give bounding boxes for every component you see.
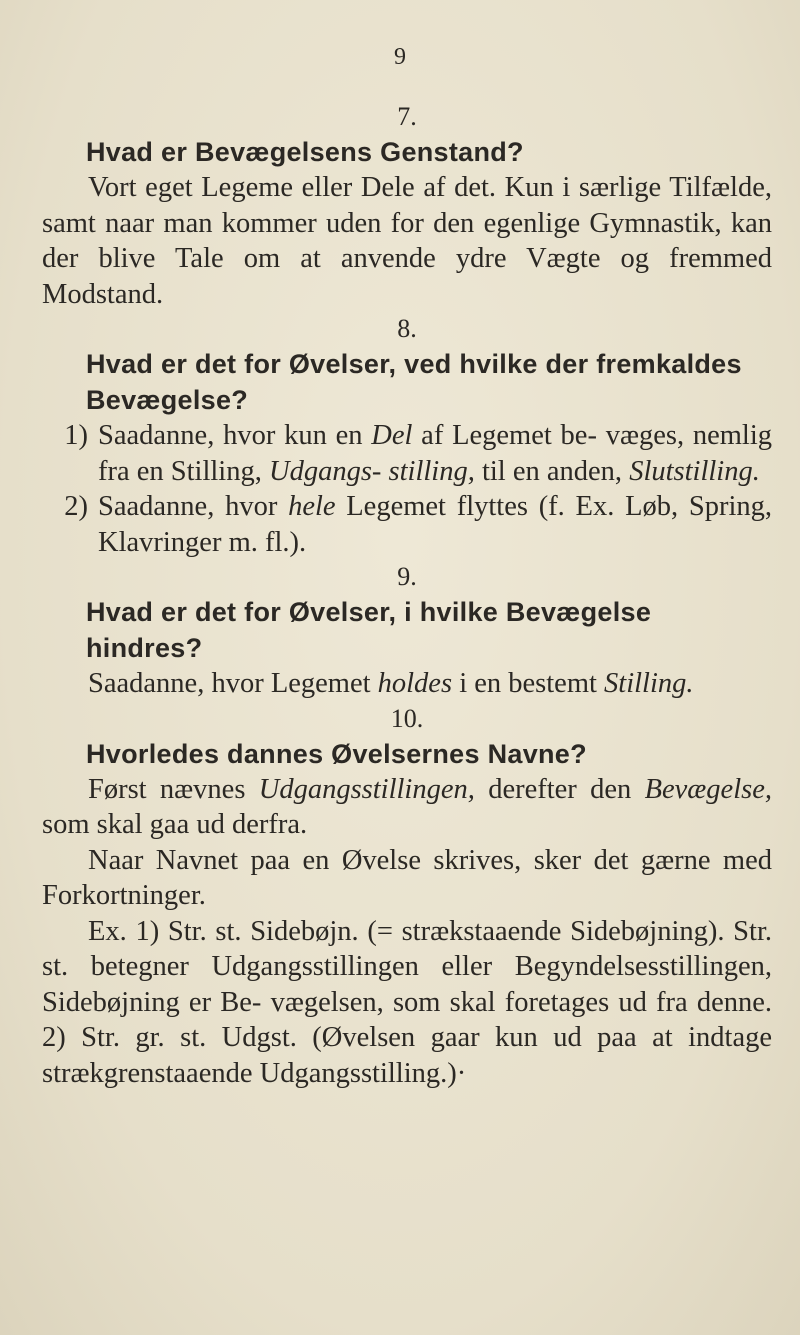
list-item-text [98, 418, 772, 489]
page-number: 9 [394, 44, 406, 70]
list-marker: 2) [64, 491, 88, 522]
italic-run: Bevægelse, [644, 773, 772, 805]
list-item [42, 489, 772, 560]
list-marker: 1) [64, 420, 88, 451]
text-run: Saadanne, hvor kun en [98, 420, 372, 451]
list-item-text [98, 489, 772, 560]
italic-run: Stilling. [604, 668, 694, 699]
italic-run: Udgangsstillingen, [258, 773, 475, 805]
text-run: Saadanne, hvor [98, 491, 289, 522]
section-answer: Vort eget Legeme eller Dele af det. Kun i særlige Tilfælde, samt naar man kommer uden for den egenlige Gymnastik, kan der blive Tale om at anvende ydre Vægte og fremmed Modstand. [42, 172, 772, 310]
section-question: Hvad er Bevægelsens Genstand? [86, 137, 524, 167]
text-run: til en anden, [474, 455, 630, 487]
list-item [42, 418, 772, 489]
section-answer [42, 666, 772, 702]
section-question: Hvad er det for Øvelser, ved hvilke der fremkaldes Bevægelse? [86, 349, 742, 415]
italic-run: Udgangs- stilling, [268, 455, 475, 487]
text-run: derefter den [474, 773, 645, 805]
text-run: i en bestemt [452, 668, 605, 699]
text-run: Saadanne, hvor Legemet [88, 668, 378, 699]
section-question: Hvorledes dannes Øvelsernes Navne? [86, 738, 587, 769]
section-paragraph: Ex. 1) Str. st. Sidebøjn. (= strækstaaende Sidebøjning). Str. st. betegner Udgangsstillingen eller Begyndelsesstillingen, Sidebøjning er Be- vægelsen, som skal foretages ud fra denne. 2) Str. gr. st. Udgst. (Øvelsen gaar kun ud paa at indtage strækgrenstaaende Udgangsstilling.)· [42, 915, 772, 1089]
italic-run: Slutstilling. [629, 455, 760, 487]
italic-run: Del [371, 420, 413, 451]
text-run: Først nævnes [88, 773, 259, 805]
section-question: Hvad er det for Øvelser, i hvilke Bevægelse hindres? [86, 597, 652, 663]
section-number: 10. [390, 703, 424, 733]
section-number: 9. [397, 562, 417, 591]
page-body [42, 100, 772, 1091]
italic-run: holdes [377, 668, 453, 699]
section-paragraph [42, 772, 772, 843]
italic-run: hele [288, 491, 336, 522]
text-run: af Legemet be- væges, nemlig fra en Stilling, [98, 420, 772, 487]
section-number: 7. [397, 102, 417, 131]
text-run: som skal gaa ud derfra. [42, 809, 308, 840]
text-run: Legemet flyttes (f. Ex. Løb, Spring, Klavringer m. fl.). [98, 491, 772, 558]
section-paragraph: Naar Navnet paa en Øvelse skrives, sker det gærne med Forkortninger. [42, 844, 772, 911]
section-number: 8. [397, 314, 417, 343]
